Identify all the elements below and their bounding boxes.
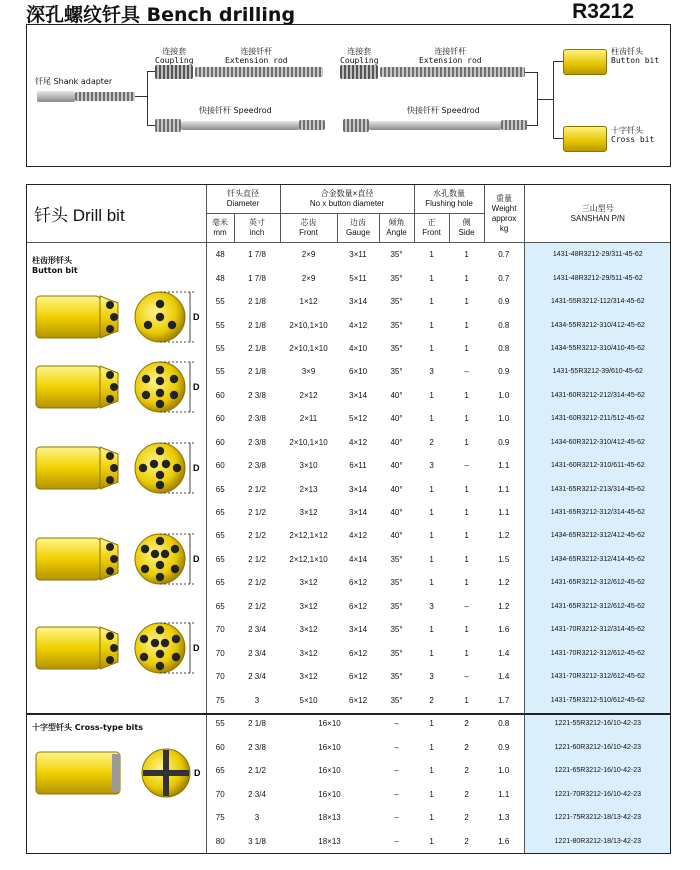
button-bit-variant xyxy=(36,623,200,673)
table-cell: 2 1/8 xyxy=(248,297,266,307)
table-cell: 2 1/2 xyxy=(248,508,266,518)
table-cell: 3×12 xyxy=(299,625,318,635)
table-cell: 16×10 xyxy=(318,719,341,728)
table-cell: 1 xyxy=(464,414,469,424)
table-cell: 1 xyxy=(429,250,434,260)
table-cell: 5×12 xyxy=(349,414,368,424)
table-cell: 0.8 xyxy=(498,320,510,330)
table-cell: 2 xyxy=(464,813,469,822)
cross-bit-illustration xyxy=(26,740,206,810)
table-cell: 3 xyxy=(429,367,434,377)
table-cell: 2 1/8 xyxy=(248,367,266,377)
dim-label: D xyxy=(193,554,200,564)
table-cell: – xyxy=(394,813,399,822)
table-cell: 18×13 xyxy=(318,836,341,846)
table-cell: 4×12 xyxy=(349,320,368,330)
table-cell: 35° xyxy=(390,554,403,564)
table-cell: 4×14 xyxy=(349,554,368,564)
table-cell: 1 xyxy=(429,648,434,658)
connector-line xyxy=(553,138,563,139)
table-cell: 1 xyxy=(464,484,469,494)
table-cell: 2 3/4 xyxy=(248,672,266,682)
table-cell: 3 1/8 xyxy=(248,836,266,846)
table-cell: 1.2 xyxy=(498,601,510,611)
table-cell: 1 xyxy=(429,343,434,353)
extension-rod-1 xyxy=(195,67,323,77)
table-cell: 5×10 xyxy=(299,695,318,705)
part-number-cell: 1434-65R3212-312/414-45-62 xyxy=(524,548,671,571)
table-cell: 70 xyxy=(215,672,225,682)
page-title: 深孔螺纹钎具 Bench drilling xyxy=(26,4,296,26)
extension-rod-label-2: 连接钎杆 Extension rod xyxy=(419,47,482,65)
table-cell: 40° xyxy=(390,484,403,494)
button-bit-variant xyxy=(36,534,200,584)
table-cell: 1.1 xyxy=(498,789,510,799)
table-cell: 1.4 xyxy=(498,672,510,682)
speedrod-1-end xyxy=(299,120,325,130)
inch-header: 英寸 inch xyxy=(234,214,280,243)
table-cell: 0.9 xyxy=(498,297,510,307)
table-cell: 6×10 xyxy=(349,367,368,377)
table-cell: 2 1/2 xyxy=(248,531,266,541)
table-cell: 1 xyxy=(429,836,434,846)
part-number-cell: 1221-70R3212-16/10-42-23 xyxy=(524,782,671,806)
table-cell: 1 xyxy=(429,719,434,728)
table-cell: 1 xyxy=(429,813,434,822)
button-bit-variant xyxy=(36,443,200,493)
table-cell: – xyxy=(464,601,469,611)
table-cell: 18×13 xyxy=(318,813,341,822)
part-number-cell: 1431-48R3212-29/511-45-62 xyxy=(524,266,671,289)
table-cell: 1.6 xyxy=(498,836,510,846)
table-cell: 1 xyxy=(464,531,469,541)
table-cell: 16×10 xyxy=(318,742,341,752)
table-cell: 65 xyxy=(215,508,225,518)
table-cell: 1 xyxy=(464,437,469,447)
table-cell: 1.3 xyxy=(498,813,510,822)
table-cell: 16×10 xyxy=(318,789,341,799)
coupling-label-2: 连接套 Coupling xyxy=(340,47,379,65)
shank-adapter-thread xyxy=(75,92,135,101)
dim-label: D xyxy=(193,463,200,473)
table-cell: 3×12 xyxy=(299,578,318,588)
table-cell: 4×12 xyxy=(349,531,368,541)
table-cell: 1 xyxy=(429,484,434,494)
table-cell: 35° xyxy=(390,367,403,377)
part-number-cell: 1431-65R3212-213/314-45-62 xyxy=(524,477,671,500)
table-cell: 1.1 xyxy=(498,484,510,494)
table-cell: 70 xyxy=(215,648,225,658)
connector-line xyxy=(525,72,537,73)
table-cell: 55 xyxy=(215,320,225,330)
table-cell: – xyxy=(394,836,399,846)
part-number-cell: 1221-80R3212-18/13-42-23 xyxy=(524,829,671,853)
connector-line xyxy=(135,96,147,97)
part-number-cell: 1221-60R3212-16/10-42-23 xyxy=(524,735,671,759)
part-number-cell: 1431-70R3212-312/612-45-62 xyxy=(524,641,671,664)
table-cell: 6×12 xyxy=(349,672,368,682)
table-cell: 1 xyxy=(464,648,469,658)
product-code: R3212 xyxy=(572,0,634,23)
table-cell: 35° xyxy=(390,273,403,283)
table-cell: 6×12 xyxy=(349,601,368,611)
table-cell: 1 xyxy=(429,789,434,799)
table-cell: 55 xyxy=(215,367,225,377)
speedrod-2-end xyxy=(501,120,527,130)
dim-label: D xyxy=(193,312,200,322)
table-cell: 2 3/4 xyxy=(248,625,266,635)
table-cell: 1 xyxy=(464,250,469,260)
table-cell: 75 xyxy=(215,813,225,822)
shank-adapter-body xyxy=(37,91,75,102)
table-cell: 35° xyxy=(390,601,403,611)
table-cell: 40° xyxy=(390,390,403,400)
gauge-header: 边齿 Gauge xyxy=(337,214,379,243)
table-cell: 0.8 xyxy=(498,343,510,353)
part-number-cell: 1434-55R3212-310/410-45-62 xyxy=(524,337,671,360)
table-cell: 2×10,1×10 xyxy=(289,343,328,353)
table-cell: 1 7/8 xyxy=(248,250,266,260)
cross-bit-label: 十字钎头 Cross bit xyxy=(611,126,655,144)
table-cell: 6×12 xyxy=(349,695,368,705)
table-cell: 35° xyxy=(390,250,403,260)
table-cell: 2 1/2 xyxy=(248,578,266,588)
extension-rod-2 xyxy=(380,67,525,77)
shank-adapter-label: 钎尾 Shank adapter xyxy=(35,77,113,86)
table-cell: 1.1 xyxy=(498,508,510,518)
table-cell: 3×9 xyxy=(301,367,316,377)
table-cell: 40° xyxy=(390,461,403,471)
table-cell: 3×12 xyxy=(299,601,318,611)
table-cell: 2 3/4 xyxy=(248,789,266,799)
table-cell: 2 xyxy=(464,742,469,752)
table-cell: – xyxy=(464,367,469,377)
table-cell: – xyxy=(394,766,399,775)
part-number-cell: 1221-75R3212-18/13-42-23 xyxy=(524,806,671,830)
table-cell: 2 xyxy=(429,437,434,447)
table-cell: 2 3/8 xyxy=(248,461,266,471)
table-cell: 2×11 xyxy=(299,414,318,424)
table-cell: 2 1/8 xyxy=(248,320,266,330)
flush-front-header: 正 Front xyxy=(414,214,449,243)
table-cell: 2 3/8 xyxy=(248,437,266,447)
part-number-cell: 1221-55R3212-16/10-42-23 xyxy=(524,712,671,736)
table-cell: 2×10,1×10 xyxy=(289,320,328,330)
part-number-cell: 1434-60R3212-310/412-45-62 xyxy=(524,431,671,454)
table-cell: 1 xyxy=(429,531,434,541)
table-cell: 2 3/4 xyxy=(248,648,266,658)
table-cell: 60 xyxy=(215,390,225,400)
table-cell: 1 xyxy=(464,390,469,400)
cross-bit-image xyxy=(563,126,607,152)
speedrod-1-thread xyxy=(155,119,181,132)
table-cell: 55 xyxy=(215,719,225,728)
table-cell: 2×13 xyxy=(299,484,318,494)
cross-bit-side xyxy=(36,752,120,794)
part-number-cell: 1431-70R3212-312/314-45-62 xyxy=(524,618,671,641)
table-title: 钎头 Drill bit xyxy=(26,185,206,243)
table-cell: 65 xyxy=(215,554,225,564)
table-cell: 75 xyxy=(215,695,225,705)
table-cell: 1.0 xyxy=(498,390,510,400)
table-cell: 70 xyxy=(215,789,225,799)
mm-header: 毫米 mm xyxy=(206,214,234,243)
part-number-cell: 1431-75R3212-510/612-45-62 xyxy=(524,688,671,711)
table-cell: 1 xyxy=(429,578,434,588)
table-cell: 2 xyxy=(429,695,434,705)
coupling-1 xyxy=(155,65,193,79)
part-number-cell: 1431-55R3212-39/610-45-62 xyxy=(524,360,671,383)
table-cell: 40° xyxy=(390,531,403,541)
table-cell: 80 xyxy=(215,836,225,846)
table-cell: 6×12 xyxy=(349,648,368,658)
speedrod-2-thread xyxy=(343,119,369,132)
table-cell: 1 xyxy=(429,390,434,400)
coupling-2 xyxy=(340,65,378,79)
table-cell: 2 xyxy=(464,789,469,799)
cross-dim-label: D xyxy=(194,768,201,778)
table-cell: 2 1/2 xyxy=(248,601,266,611)
drill-string-diagram xyxy=(26,24,671,167)
table-cell: 35° xyxy=(390,297,403,307)
table-cell: 3 xyxy=(429,601,434,611)
table-cell: 1 xyxy=(429,320,434,330)
connector-line xyxy=(527,125,537,126)
button-section-label: 柱齿形钎头 Button bit xyxy=(32,256,78,275)
table-cell: 1.0 xyxy=(498,766,510,775)
table-cell: 1.7 xyxy=(498,695,510,705)
table-cell: – xyxy=(394,742,399,752)
connector-line xyxy=(537,99,553,100)
buttons-header: 合金数量×直径 No x button diameter xyxy=(280,185,414,214)
table-cell: 35° xyxy=(390,672,403,682)
table-cell: 2 xyxy=(464,766,469,775)
table-cell: 1 xyxy=(464,320,469,330)
button-bit-illustrations xyxy=(26,270,206,710)
connector-line xyxy=(147,125,155,126)
speedrod-2-body xyxy=(369,121,501,130)
part-number-cell: 1431-48R3212-29/311-45-62 xyxy=(524,243,671,267)
table-cell: 55 xyxy=(215,297,225,307)
table-cell: 2 1/2 xyxy=(248,766,266,775)
table-cell: 0.7 xyxy=(498,273,510,283)
table-cell: 1 xyxy=(464,578,469,588)
table-cell: 2 3/8 xyxy=(248,742,266,752)
speedrod-label-2: 快接钎杆 Speedrod xyxy=(407,106,480,115)
table-cell: 1 xyxy=(464,625,469,635)
table-cell: 35° xyxy=(390,625,403,635)
table-cell: 4×12 xyxy=(349,437,368,447)
flush-side-header: 侧 Side xyxy=(449,214,484,243)
table-cell: 2 1/8 xyxy=(248,343,266,353)
table-cell: 35° xyxy=(390,695,403,705)
connector-line xyxy=(553,61,563,62)
connector-line xyxy=(553,61,554,139)
table-cell: 2×9 xyxy=(301,273,316,283)
table-cell: 2×12 xyxy=(299,390,318,400)
part-number-cell: 1431-65R3212-312/612-45-62 xyxy=(524,571,671,594)
table-cell: 0.9 xyxy=(498,742,510,752)
table-cell: 1 xyxy=(429,742,434,752)
section-divider xyxy=(26,713,671,715)
table-cell: 1 xyxy=(464,695,469,705)
table-cell: 2×12,1×10 xyxy=(289,554,328,564)
button-bit-image xyxy=(563,49,607,75)
table-cell: – xyxy=(464,672,469,682)
table-cell: 1 xyxy=(464,508,469,518)
table-cell: 2×10,1×10 xyxy=(289,437,328,447)
table-cell: 3×14 xyxy=(349,297,368,307)
table-cell: 1 xyxy=(429,414,434,424)
angle-header: 倾角 Angle xyxy=(379,214,414,243)
table-cell: 3×14 xyxy=(349,390,368,400)
table-cell: 60 xyxy=(215,742,225,752)
table-cell: 2 xyxy=(464,719,469,728)
table-cell: 3×11 xyxy=(349,250,367,260)
part-number-cell: 1434-55R3212-310/412-45-62 xyxy=(524,313,671,336)
connector-line xyxy=(147,71,148,125)
table-cell: 40° xyxy=(390,508,403,518)
table-cell: – xyxy=(464,461,469,471)
diameter-header: 钎头直径 Diameter xyxy=(206,185,280,214)
table-cell: 3×14 xyxy=(349,484,368,494)
table-cell: 55 xyxy=(215,343,225,353)
weight-header: 重量 Weight approx kg xyxy=(484,185,524,243)
part-number-cell: 1434-65R3212-312/412-45-62 xyxy=(524,524,671,547)
table-cell: 1 xyxy=(429,297,434,307)
table-cell: 1.2 xyxy=(498,578,510,588)
part-number-cell: 1431-65R3212-312/314-45-62 xyxy=(524,501,671,524)
table-cell: 3×12 xyxy=(299,648,318,658)
part-number-cell: 1431-60R3212-211/512-45-62 xyxy=(524,407,671,430)
table-cell: 3×12 xyxy=(299,672,318,682)
table-cell: 1 xyxy=(464,554,469,564)
table-cell: 3 xyxy=(254,813,260,822)
table-cell: 65 xyxy=(215,531,225,541)
dim-label: D xyxy=(193,382,200,392)
table-cell: 0.7 xyxy=(498,250,510,260)
part-number-cell: 1431-70R3212-312/612-45-62 xyxy=(524,665,671,688)
table-cell: 1.1 xyxy=(498,461,510,471)
table-cell: 40° xyxy=(390,437,403,447)
table-cell: 65 xyxy=(215,601,225,611)
part-number-cell: 1431-60R3212-212/314-45-62 xyxy=(524,384,671,407)
table-cell: 3×14 xyxy=(349,508,368,518)
table-cell: 2 1/2 xyxy=(248,554,266,564)
table-cell: 60 xyxy=(215,414,225,424)
part-number-cell: 1431-60R3212-310/611-45-62 xyxy=(524,454,671,477)
table-cell: 35° xyxy=(390,648,403,658)
table-cell: 2×9 xyxy=(301,250,316,260)
table-cell: 1 xyxy=(429,766,434,775)
table-cell: 1.6 xyxy=(498,625,510,635)
table-cell: – xyxy=(394,719,399,728)
table-cell: 1 7/8 xyxy=(248,273,266,283)
table-cell: 4×10 xyxy=(349,343,368,353)
table-row xyxy=(26,243,671,267)
table-cell: 35° xyxy=(390,578,403,588)
table-cell: 35° xyxy=(390,320,403,330)
table-cell: 1.0 xyxy=(498,414,510,424)
table-cell: 65 xyxy=(215,578,225,588)
button-bit-label: 柱齿钎头 Button bit xyxy=(611,47,660,65)
table-cell: 3×12 xyxy=(299,508,318,518)
table-cell: 60 xyxy=(215,461,225,471)
table-cell: 1.2 xyxy=(498,531,510,541)
part-number-cell: 1431-55R3212-112/314-45-62 xyxy=(524,290,671,313)
table-cell: 48 xyxy=(215,273,225,283)
cross-insert-h xyxy=(143,770,189,776)
table-cell: 2 1/2 xyxy=(248,484,266,494)
speedrod-label-1: 快接钎杆 Speedrod xyxy=(199,106,272,115)
table-cell: 2 1/8 xyxy=(248,719,266,728)
table-cell: 1 xyxy=(429,554,434,564)
table-cell: 0.9 xyxy=(498,367,510,377)
table-cell: 1 xyxy=(464,297,469,307)
table-cell: 40° xyxy=(390,414,403,424)
table-cell: 48 xyxy=(215,250,225,260)
flushing-header: 水孔数量 Flushing hole xyxy=(414,185,484,214)
table-cell: 3 xyxy=(254,695,260,705)
table-cell: 65 xyxy=(215,484,225,494)
table-cell: 2 3/8 xyxy=(248,390,266,400)
table-cell: 60 xyxy=(215,437,225,447)
table-cell: 16×10 xyxy=(318,766,341,775)
button-bit-variant xyxy=(36,362,200,412)
pn-header: 三山型号 SANSHAN P/N xyxy=(524,185,671,243)
coupling-label-1: 连接套 Coupling xyxy=(155,47,194,65)
table-cell: 0.9 xyxy=(498,437,510,447)
table-cell: 1 xyxy=(429,625,434,635)
table-cell: 2 3/8 xyxy=(248,414,266,424)
table-cell: 2 xyxy=(464,836,469,846)
table-cell: 1 xyxy=(429,508,434,518)
dim-label: D xyxy=(193,643,200,653)
button-bit-variant xyxy=(36,292,200,342)
table-cell: 35° xyxy=(390,343,403,353)
cross-bit-insert xyxy=(112,754,120,792)
speedrod-1-body xyxy=(181,121,299,130)
table-cell: 65 xyxy=(215,766,225,775)
table-cell: 3 xyxy=(429,461,434,471)
table-cell: 1 xyxy=(464,343,469,353)
part-number-cell: 1221-65R3212-16/10-42-23 xyxy=(524,759,671,783)
table-cell: 1 xyxy=(429,273,434,283)
table-cell: 1.5 xyxy=(498,554,510,564)
front-header: 芯齿 Front xyxy=(280,214,337,243)
table-cell: 6×12 xyxy=(349,578,368,588)
connector-line xyxy=(147,71,155,72)
table-cell: 3 xyxy=(429,672,434,682)
table-cell: 1.4 xyxy=(498,648,510,658)
table-cell: 0.8 xyxy=(498,719,510,728)
extension-rod-label-1: 连接钎杆 Extension rod xyxy=(225,47,288,65)
table-cell: 3×14 xyxy=(349,625,368,635)
table-cell: – xyxy=(394,789,399,799)
table-cell: 6×11 xyxy=(349,461,367,471)
table-cell: 70 xyxy=(215,625,225,635)
cross-section-label: 十字型钎头 Cross-type bits xyxy=(32,723,143,732)
table-cell: 1×12 xyxy=(299,297,318,307)
table-cell: 5×11 xyxy=(349,273,367,283)
table-cell: 2×12,1×12 xyxy=(289,531,328,541)
table-cell: 1 xyxy=(464,273,469,283)
table-cell: 3×10 xyxy=(299,461,318,471)
part-number-cell: 1431-65R3212-312/612-45-62 xyxy=(524,595,671,618)
